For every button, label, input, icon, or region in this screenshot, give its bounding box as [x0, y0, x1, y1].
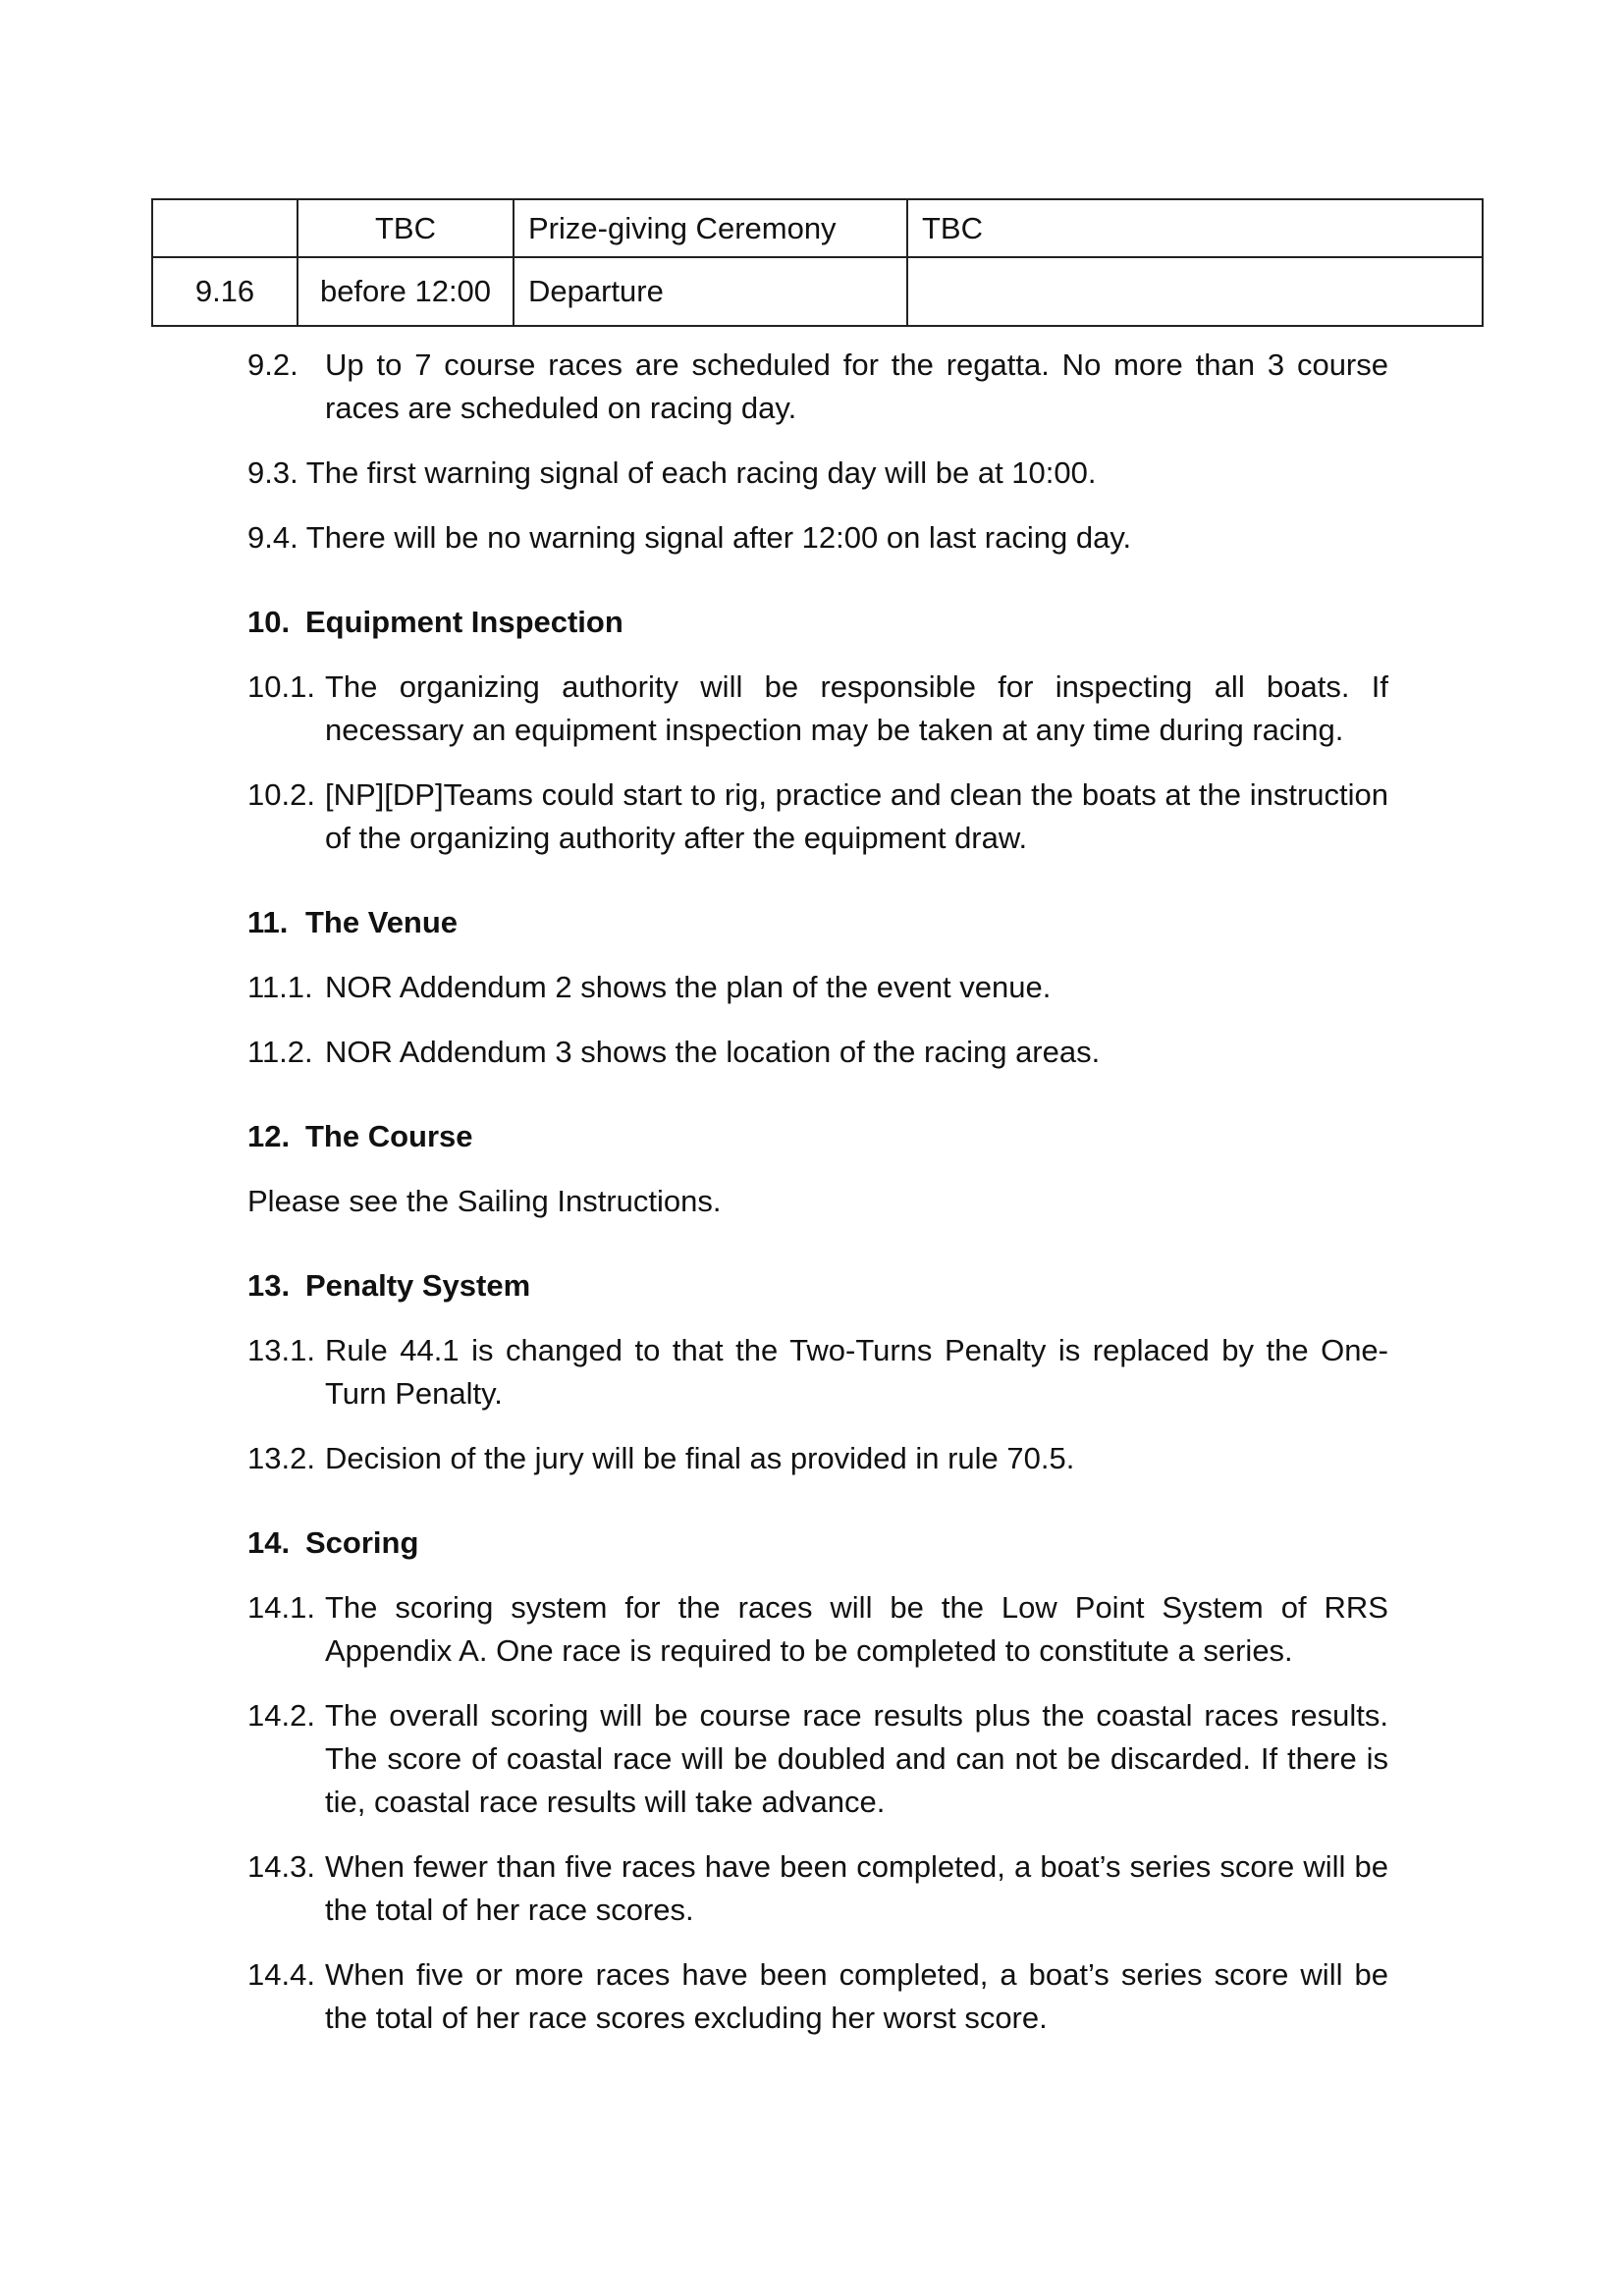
table-cell-venue [907, 257, 1483, 326]
clause-text: [NP][DP]Teams could start to rig, practice and clean the boats at the instruction of the organizing authority after the equipment draw. [325, 777, 1388, 855]
table-cell-event: Departure [514, 257, 907, 326]
clause-text: The first warning signal of each racing day will be at 10:00. [305, 455, 1097, 490]
clause-14-2 [247, 1694, 1388, 1824]
section-title: Equipment Inspection [305, 605, 623, 639]
clause-9-2 [247, 344, 1388, 430]
clause-number: 10.1. [247, 669, 315, 704]
section-number: 12. [247, 1119, 291, 1153]
section-number: 13. [247, 1268, 291, 1303]
table-cell-day: 9.16 [152, 257, 298, 326]
clause-text: The scoring system for the races will be the Low Point System of RRS Appendix A. One race is required to be completed to constitute a series. [325, 1590, 1388, 1668]
section-title: The Course [305, 1119, 473, 1153]
section-heading-equipment-inspection [247, 601, 1388, 644]
clause-number: 9.4. [247, 520, 298, 555]
clause-9-3 [247, 452, 1388, 495]
clause-number: 14.4. [247, 1957, 315, 1992]
section-number: 11. [247, 905, 289, 939]
clause-number: 9.3. [247, 455, 298, 490]
clause-11-2 [247, 1031, 1388, 1074]
section-number: 10. [247, 605, 291, 639]
clause-text: There will be no warning signal after 12:00 on last racing day. [305, 520, 1132, 555]
clause-14-1 [247, 1586, 1388, 1673]
clause-text: Rule 44.1 is changed to that the Two-Turns Penalty is replaced by the One-Turn Penalty. [325, 1333, 1388, 1411]
section-heading-penalty-system [247, 1264, 1388, 1308]
clause-number: 14.3. [247, 1849, 315, 1884]
clause-text: NOR Addendum 2 shows the plan of the event venue. [325, 970, 1052, 1004]
clause-text: When fewer than five races have been completed, a boat’s series score will be the total of her race scores. [325, 1849, 1388, 1927]
clause-text: Up to 7 course races are scheduled for the regatta. No more than 3 course races are scheduled on racing day. [325, 347, 1388, 425]
clause-number: 14.2. [247, 1698, 315, 1733]
clause-14-3 [247, 1845, 1388, 1932]
section-title: Penalty System [305, 1268, 531, 1303]
clause-number: 11.2. [247, 1035, 313, 1069]
section-title: The Venue [305, 905, 459, 939]
clause-number: 13.1. [247, 1333, 315, 1367]
clause-10-2 [247, 774, 1388, 860]
clause-number: 9.2. [247, 347, 298, 382]
clause-number: 10.2. [247, 777, 315, 812]
clause-13-2 [247, 1437, 1388, 1480]
clause-10-1 [247, 666, 1388, 752]
section-heading-the-course [247, 1115, 1388, 1158]
table-cell-venue: TBC [907, 199, 1483, 257]
table-row [152, 199, 1483, 257]
clause-number: 11.1. [247, 970, 313, 1004]
clause-text: NOR Addendum 3 shows the location of the racing areas. [325, 1035, 1101, 1069]
clause-text: Decision of the jury will be final as provided in rule 70.5. [325, 1441, 1075, 1475]
table-row [152, 257, 1483, 326]
clause-number: 14.1. [247, 1590, 315, 1625]
document-body [247, 344, 1388, 2061]
table-cell-event: Prize-giving Ceremony [514, 199, 907, 257]
clause-text: The overall scoring will be course race results plus the coastal races results. The score of coastal race will be doubled and can not be discarded. If there is tie, coastal race results will take advance. [325, 1698, 1388, 1819]
section-heading-scoring [247, 1522, 1388, 1565]
clause-text: When five or more races have been completed, a boat’s series score will be the total of her race scores excluding her worst score. [325, 1957, 1388, 2035]
clause-11-1 [247, 966, 1388, 1009]
table-cell-time: before 12:00 [298, 257, 514, 326]
clause-text: The organizing authority will be responsible for inspecting all boats. If necessary an equipment inspection may be taken at any time during racing. [325, 669, 1388, 747]
clause-9-4 [247, 516, 1388, 560]
clause-14-4 [247, 1953, 1388, 2040]
paragraph-course: Please see the Sailing Instructions. [247, 1184, 722, 1218]
section-number: 14. [247, 1525, 291, 1560]
section-heading-the-venue [247, 901, 1388, 944]
clause-13-1 [247, 1329, 1388, 1415]
section-title: Scoring [305, 1525, 419, 1560]
schedule-table [151, 198, 1484, 327]
table-cell-time: TBC [298, 199, 514, 257]
clause-number: 13.2. [247, 1441, 315, 1475]
table-cell-day [152, 199, 298, 257]
